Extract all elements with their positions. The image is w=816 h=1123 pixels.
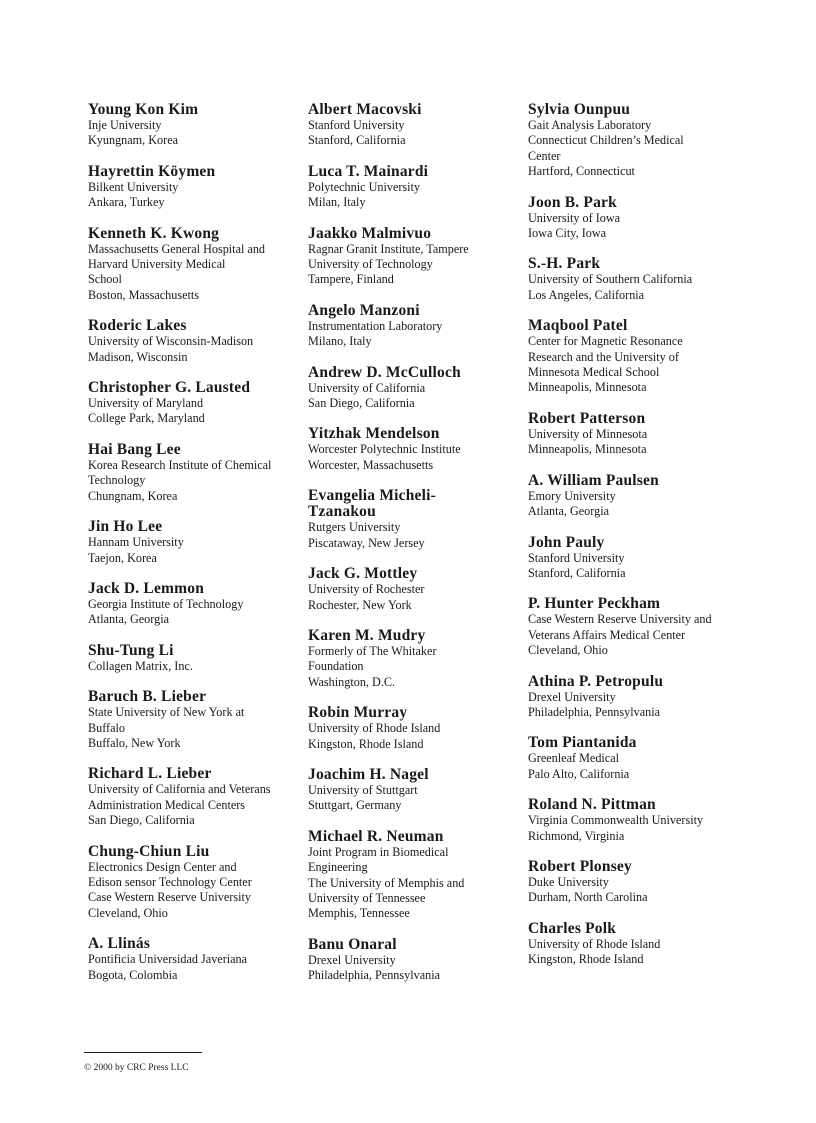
- contributor-name: Young Kon Kim: [88, 101, 199, 118]
- contributor-entry: [308, 426, 520, 473]
- contributor-name: P. Hunter Peckham: [528, 595, 661, 613]
- contributor-column-3: [528, 102, 740, 983]
- contributor-affiliation-line: San Diego, California: [88, 813, 195, 828]
- contributor-affiliation-line: Chungnam, Korea: [88, 488, 178, 503]
- contributor-entry: [528, 256, 740, 303]
- contributor-name: Charles Polk: [528, 919, 617, 937]
- contributor-affiliation-line: University of Rhode Island: [308, 721, 441, 736]
- contributor-entry: [308, 566, 520, 613]
- contributor-affiliation-line: Korea Research Institute of Chemical: [88, 457, 272, 472]
- contributor-affiliation-line: University of Minnesota: [528, 426, 648, 441]
- contributor-name: Albert Macovski: [308, 101, 422, 118]
- contributor-affiliation-line: Worcester Polytechnic Institute: [308, 442, 461, 457]
- contributor-affiliation-line: Technology: [88, 473, 146, 488]
- contributor-affiliation-line: Minneapolis, Minnesota: [528, 442, 647, 457]
- contributor-entry: [88, 643, 300, 674]
- contributor-affiliation-line: Gait Analysis Laboratory: [528, 118, 652, 132]
- contributor-entry: [88, 318, 300, 365]
- contributor-name: Christopher G. Lausted: [88, 379, 251, 397]
- contributor-affiliation-line: University of Stuttgart: [308, 782, 418, 797]
- contributor-column-2: [308, 102, 520, 999]
- contributor-entry: [308, 767, 520, 814]
- contributor-entry: [528, 921, 740, 968]
- contributor-name: Michael R. Neuman: [308, 827, 444, 845]
- contributor-affiliation-line: Stanford University: [308, 118, 405, 132]
- contributor-affiliation-line: Connecticut Children’s Medical: [528, 133, 684, 148]
- contributor-affiliation-line: Administration Medical Centers: [88, 797, 246, 812]
- contributor-name: Evangelia Micheli-Tzanakou: [308, 487, 437, 521]
- contributor-affiliation-line: Boston, Massachusetts: [88, 287, 200, 302]
- contributor-entry: [308, 303, 520, 350]
- contributor-name: Jack D. Lemmon: [88, 579, 205, 597]
- contributor-affiliation-line: Atlanta, Georgia: [528, 504, 609, 519]
- contributor-affiliation-line: Minnesota Medical School: [528, 365, 660, 380]
- contributor-affiliation-line: Polytechnic University: [308, 179, 421, 194]
- contributor-affiliation-line: Buffalo: [88, 720, 126, 735]
- contributor-entry: [528, 674, 740, 721]
- contributor-affiliation-line: Formerly of The Whitaker: [308, 643, 437, 658]
- contributor-affiliation-line: Stuttgart, Germany: [308, 798, 402, 813]
- contributor-affiliation-line: Memphis, Tennessee: [308, 906, 410, 921]
- contributor-affiliation-line: University of California and Veterans: [88, 782, 271, 797]
- contributor-affiliation-line: Stanford, California: [308, 133, 406, 148]
- contributor-columns: [88, 102, 808, 1022]
- contributor-name: Banu Onaral: [308, 935, 397, 953]
- contributor-entry: [308, 937, 520, 984]
- contributor-affiliation-line: Greenleaf Medical: [528, 751, 620, 766]
- contributor-name: Angelo Manzoni: [308, 301, 420, 319]
- contributor-affiliation-line: Bilkent University: [88, 179, 179, 194]
- contributor-affiliation-line: San Diego, California: [308, 396, 415, 411]
- contributor-affiliation-line: School: [88, 272, 122, 287]
- contributor-affiliation-line: Edison sensor Technology Center: [88, 874, 252, 889]
- contributor-name: Robin Murray: [308, 704, 408, 722]
- contributor-entry: [528, 473, 740, 520]
- contributor-column-1: [88, 102, 300, 998]
- contributor-entry: [528, 735, 740, 782]
- contributor-affiliation-line: Taejon, Korea: [88, 550, 157, 565]
- contributor-entry: [528, 797, 740, 844]
- contributor-affiliation-line: Milano, Italy: [308, 334, 372, 349]
- contributor-name: Jin Ho Lee: [88, 518, 163, 536]
- contributor-affiliation-line: Foundation: [308, 659, 364, 674]
- contributor-entry: [88, 936, 300, 983]
- contributor-name: Luca T. Mainardi: [308, 162, 429, 180]
- contributor-affiliation-line: Philadelphia, Pennsylvania: [308, 968, 441, 983]
- contributor-name: Jaakko Malmivuo: [308, 224, 432, 242]
- contributor-affiliation-line: Palo Alto, California: [528, 766, 630, 781]
- contributor-entry: [308, 705, 520, 752]
- contributor-affiliation-line: Worcester, Massachusetts: [308, 457, 434, 472]
- contributor-affiliation-line: University of Iowa: [528, 210, 621, 225]
- contributor-affiliation-line: Georgia Institute of Technology: [88, 596, 244, 611]
- contributor-name: Kenneth K. Kwong: [88, 224, 220, 242]
- contributor-entry: [528, 102, 740, 180]
- contributor-name: A. Llinás: [88, 935, 151, 953]
- contributor-name: Athina P. Petropulu: [528, 672, 664, 690]
- contributor-name: Joachim H. Nagel: [308, 765, 429, 783]
- contributor-affiliation-line: Veterans Affairs Medical Center: [528, 627, 686, 642]
- contributor-affiliation-line: Tampere, Finland: [308, 272, 394, 287]
- contributor-affiliation-line: Ankara, Turkey: [88, 195, 165, 210]
- contributor-affiliation-line: Case Western Reserve University and: [528, 612, 712, 627]
- contributor-affiliation-line: Kingston, Rhode Island: [308, 736, 424, 751]
- contributor-name: Tom Piantanida: [528, 734, 637, 752]
- contributor-affiliation-line: Madison, Wisconsin: [88, 349, 188, 364]
- contributor-name: Jack G. Mottley: [308, 565, 418, 583]
- contributor-affiliation-line: Hannam University: [88, 535, 184, 550]
- contributor-affiliation-line: Durham, North Carolina: [528, 890, 648, 905]
- contributor-affiliation-line: University of Wisconsin-Madison: [88, 334, 254, 349]
- contributor-affiliation-line: Emory University: [528, 488, 616, 503]
- contributor-affiliation-line: Buffalo, New York: [88, 735, 181, 750]
- contributor-entry: [88, 766, 300, 828]
- contributor-entry: [88, 442, 300, 504]
- contributor-affiliation-line: University of Technology: [308, 257, 433, 272]
- contributor-name: S.-H. Park: [528, 255, 601, 273]
- contributor-entry: [308, 829, 520, 922]
- contributor-name: Robert Plonsey: [528, 857, 632, 875]
- contributor-affiliation-line: Ragnar Granit Institute, Tampere: [308, 241, 469, 256]
- contributor-affiliation-line: University of Maryland: [88, 396, 204, 411]
- contributor-name: Joon B. Park: [528, 193, 617, 211]
- contributor-entry: [528, 596, 740, 658]
- contributor-affiliation-line: Atlanta, Georgia: [88, 612, 169, 627]
- contributor-entry: [308, 488, 520, 551]
- contributor-name: Chung-Chiun Liu: [88, 842, 210, 860]
- contributor-entry: [88, 689, 300, 751]
- contributor-entry: [308, 628, 520, 690]
- contributor-affiliation-line: University of Rochester: [308, 582, 425, 597]
- contributor-name: Richard L. Lieber: [88, 765, 212, 783]
- contributor-entry: [308, 164, 520, 211]
- contributor-name: Sylvia Ounpuu: [528, 101, 631, 118]
- contributor-entry: [528, 411, 740, 458]
- contributor-affiliation-line: Washington, D.C.: [308, 674, 396, 689]
- contributor-affiliation-line: Joint Program in Biomedical: [308, 844, 449, 859]
- contributor-entry: [308, 102, 520, 149]
- contributor-affiliation-line: Hartford, Connecticut: [528, 164, 635, 179]
- contributor-affiliation-line: Inje University: [88, 118, 162, 132]
- contributor-affiliation-line: Electronics Design Center and: [88, 859, 237, 874]
- contributor-affiliation-line: Center for Magnetic Resonance: [528, 334, 683, 349]
- contributor-affiliation-line: Los Angeles, California: [528, 287, 645, 302]
- contributor-entry: [528, 535, 740, 582]
- contributor-affiliation-line: University of Rhode Island: [528, 936, 661, 951]
- contributor-affiliation-line: Engineering: [308, 860, 368, 875]
- contributor-affiliation-line: Duke University: [528, 874, 609, 889]
- contributor-affiliation-line: Stanford University: [528, 550, 625, 565]
- contributor-name: Roderic Lakes: [88, 317, 187, 335]
- contributor-affiliation-line: Stanford, California: [528, 565, 626, 580]
- contributor-name: Karen M. Mudry: [308, 626, 426, 644]
- contributor-affiliation-line: Richmond, Virginia: [528, 828, 625, 843]
- contributor-entry: [308, 365, 520, 412]
- contributor-name: Hayrettin Köymen: [88, 162, 216, 180]
- contributor-affiliation-line: Bogota, Colombia: [88, 967, 178, 982]
- contributor-affiliation-line: Rutgers University: [308, 520, 401, 535]
- contributor-name: Baruch B. Lieber: [88, 688, 207, 706]
- contributor-name: Hai Bang Lee: [88, 440, 181, 458]
- contributor-affiliation-line: Massachusetts General Hospital and: [88, 241, 266, 256]
- contributor-affiliation-line: Kingston, Rhode Island: [528, 952, 644, 967]
- contributor-affiliation-line: Instrumentation Laboratory: [308, 318, 443, 333]
- contributor-affiliation-line: The University of Memphis and: [308, 875, 465, 890]
- contributor-name: Andrew D. McCulloch: [308, 363, 461, 381]
- contributor-affiliation-line: Kyungnam, Korea: [88, 133, 179, 148]
- contributor-entry: [88, 380, 300, 427]
- contributor-name: Maqbool Patel: [528, 317, 628, 335]
- contributor-name: Yitzhak Mendelson: [308, 425, 440, 443]
- contributor-entry: [88, 581, 300, 628]
- contributor-affiliation-line: Harvard University Medical: [88, 257, 226, 272]
- contributor-affiliation-line: College Park, Maryland: [88, 411, 205, 426]
- contributor-name: A. William Paulsen: [528, 471, 659, 489]
- contributor-affiliation-line: Collagen Matrix, Inc.: [88, 658, 193, 673]
- contributor-affiliation-line: University of Southern California: [528, 272, 693, 287]
- contributor-affiliation-line: Piscataway, New Jersey: [308, 535, 425, 550]
- contributor-affiliation-line: Cleveland, Ohio: [528, 643, 608, 658]
- contributor-entry: [528, 195, 740, 242]
- contributor-affiliation-line: Drexel University: [308, 952, 396, 967]
- contributor-entry: [88, 226, 300, 304]
- contributor-affiliation-line: Center: [528, 148, 561, 163]
- contributor-affiliation-line: Pontificia Universidad Javeriana: [88, 952, 248, 967]
- contributor-entry: [308, 226, 520, 288]
- contributor-affiliation-line: Cleveland, Ohio: [88, 905, 168, 920]
- contributor-name: Robert Patterson: [528, 409, 646, 427]
- copyright-notice: © 2000 by CRC Press LLC: [84, 1063, 189, 1073]
- contributor-affiliation-line: Rochester, New York: [308, 597, 412, 612]
- contributor-entry: [88, 519, 300, 566]
- contributor-affiliation-line: Drexel University: [528, 689, 616, 704]
- contributor-affiliation-line: Milan, Italy: [308, 195, 366, 210]
- contributor-entry: [88, 164, 300, 211]
- footnote-rule: [84, 1052, 202, 1053]
- contributor-entry: [88, 844, 300, 922]
- contributor-affiliation-line: State University of New York at: [88, 705, 245, 720]
- contributor-entry: [528, 859, 740, 906]
- contributor-name: Roland N. Pittman: [528, 796, 656, 814]
- contributor-entry: [88, 102, 300, 149]
- contributor-name: John Pauly: [528, 533, 605, 551]
- contributor-entry: [528, 318, 740, 396]
- contributor-affiliation-line: Philadelphia, Pennsylvania: [528, 704, 661, 719]
- contributor-affiliation-line: Minneapolis, Minnesota: [528, 380, 647, 395]
- contributor-affiliation-line: Case Western Reserve University: [88, 890, 251, 905]
- contributor-affiliation-line: Virginia Commonwealth University: [528, 813, 704, 828]
- contributor-name: Shu-Tung Li: [88, 641, 174, 659]
- contributor-affiliation-line: Research and the University of: [528, 349, 679, 364]
- contributor-affiliation-line: University of California: [308, 380, 426, 395]
- contributor-affiliation-line: University of Tennessee: [308, 890, 426, 905]
- contributor-affiliation-line: Iowa City, Iowa: [528, 226, 607, 241]
